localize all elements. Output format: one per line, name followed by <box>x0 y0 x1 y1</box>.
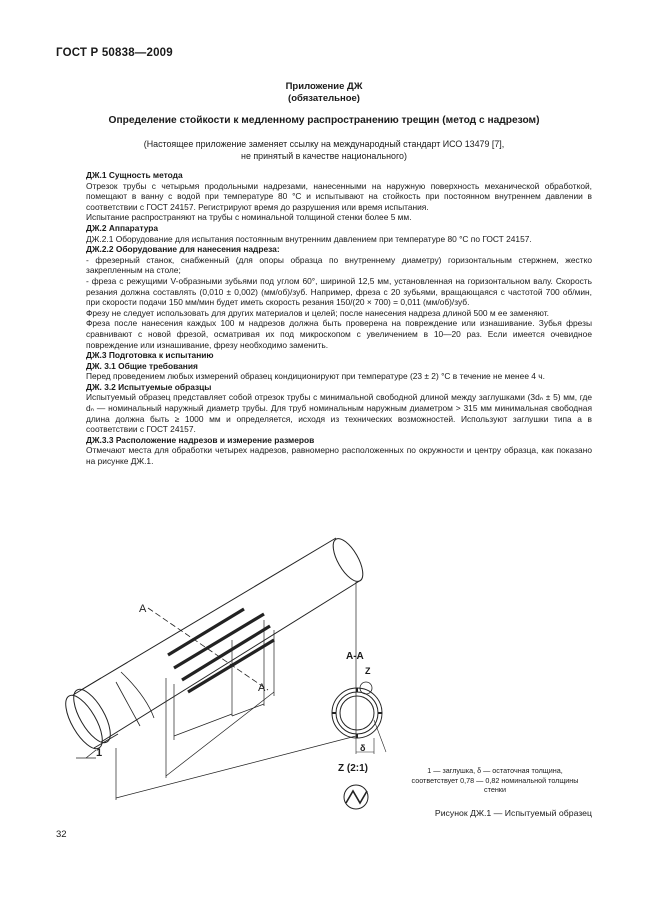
detail-z-view <box>344 785 368 809</box>
delta-label: δ <box>360 743 366 753</box>
body-paragraph: Испытание распространяют на трубы с номинальной толщиной стенки более 5 мм. <box>86 212 412 223</box>
figure-caption: Рисунок ДЖ.1 — Испытуемый образец <box>434 808 592 818</box>
cut-label-top: A <box>139 603 147 615</box>
replacement-note <box>56 139 592 162</box>
subsection-heading: ДЖ. 3.1 Общие требования <box>86 360 198 371</box>
end-plug <box>59 678 118 754</box>
body-paragraph: - фрезерный станок, снабженный (для опоры образца по внутреннему диаметру) горизонтальным стержнем, жестко закрепленным на столе; <box>86 254 592 276</box>
subsection-heading: ДЖ.2.2 Оборудование для нанесения надреза: <box>86 244 280 255</box>
body-paragraph: Фрезу не следует использовать для других материалов и целей; после нанесения надреза длиной 500 м ее заменяют. <box>86 307 549 318</box>
body-text <box>86 170 592 467</box>
z-detail-label: Z (2:1) <box>338 763 368 774</box>
section-title: Определение стойкости к медленному распространению трещин (метод с надрезом) <box>108 115 540 126</box>
subsection-heading: ДЖ. 3.2 Испытуемые образцы <box>86 381 212 392</box>
plug-number: 1 <box>96 747 103 759</box>
cut-label-bottom: A <box>258 682 266 694</box>
appendix-status: (обязательное) <box>288 93 360 104</box>
note-line-2: не принятый в качестве национального) <box>241 150 407 161</box>
section-aa-label: A-A <box>346 651 364 662</box>
section-aa-view <box>332 682 386 754</box>
body-paragraph: Перед проведением любых измерений образец кондиционируют при температуре (23 ± 2) °С в течение не менее 4 ч. <box>86 371 545 382</box>
document-header: ГОСТ Р 50838—2009 <box>56 47 173 59</box>
body-paragraph: Фреза после нанесения каждых 100 м надрезов должна быть проверена на повреждение или изнашивание. Зубья фрезы сравнивают с новой фрезой, осматривая их под микроскопом с увеличением в 10—20 раз. Если имеется очевидное повреждение или изнашивание, фрезу необходимо заменить. <box>86 318 592 350</box>
subsection-heading: ДЖ.3 Подготовка к испытанию <box>86 350 214 361</box>
body-paragraph: Отмечают места для обработки четырех надрезов, равномерно расположенных по окружности и центру образца, как показано на рисунке ДЖ.1. <box>86 445 592 467</box>
appendix-heading <box>56 81 592 105</box>
body-paragraph: ДЖ.2.1 Оборудование для испытания постоянным внутренним давлением при температуре 80 °С по ГОСТ 24157. <box>86 233 532 244</box>
legend-line-2: соответствует 0,78 — 0,82 номинальной толщины стенки <box>411 775 579 795</box>
subsection-heading: ДЖ.3.3 Расположение надрезов и измерение размеров <box>86 434 315 445</box>
body-paragraph: Испытуемый образец представляет собой отрезок трубы с минимальной свободной длиной между заглушками (3dₙ ± 5) мм, где dₙ — номинальный наружный диаметр трубы. Для труб номинальным наружным диаметром > 315 мм минимальная свободная длина должна быть ≥ 1000 мм и определяется, исходя из технических возможностей. Используют заглушки типа а в соответствии с ГОСТ 24157. <box>86 392 592 435</box>
body-paragraph: - фреза с режущими V-образными зубьями под углом 60°, шириной 12,5 мм, установленная на горизонтальном валу. Скорость резания должна составлять (0,010 ± 0,002) (мм/об)/зуб. Например, фреза с 20 зубьями, вращающаяся с частотой 700 об/мин, при скорости подачи 150 мм/мин будет иметь скорость резания 150/(20 × 700) = 0,011 (мм/об)/зуб. <box>86 275 592 308</box>
subsection-heading: ДЖ.2 Аппаратура <box>86 222 159 233</box>
notch-marks <box>168 609 274 692</box>
appendix-title: Приложение ДЖ <box>285 81 363 92</box>
z-marker-label: Z <box>365 666 371 676</box>
legend-line-1: 1 — заглушка, δ — остаточная толщина, <box>427 766 563 775</box>
figure-legend <box>400 766 590 795</box>
page-number: 32 <box>56 829 67 840</box>
note-line-1: (Настоящее приложение заменяет ссылку на международный стандарт ИСО 13479 [7], <box>143 139 505 149</box>
subsection-heading: ДЖ.1 Сущность метода <box>86 170 183 180</box>
body-paragraph: Отрезок трубы с четырьмя продольными надрезами, нанесенными на наружную поверхность механической обработкой, помещают в ванну с водой при температуре 80 °С и испытывают на стойкость при постоянном внутреннем давлении в соответствии с ГОСТ 24157. Регистрируют время до разрушения или время испытания. <box>86 180 592 212</box>
